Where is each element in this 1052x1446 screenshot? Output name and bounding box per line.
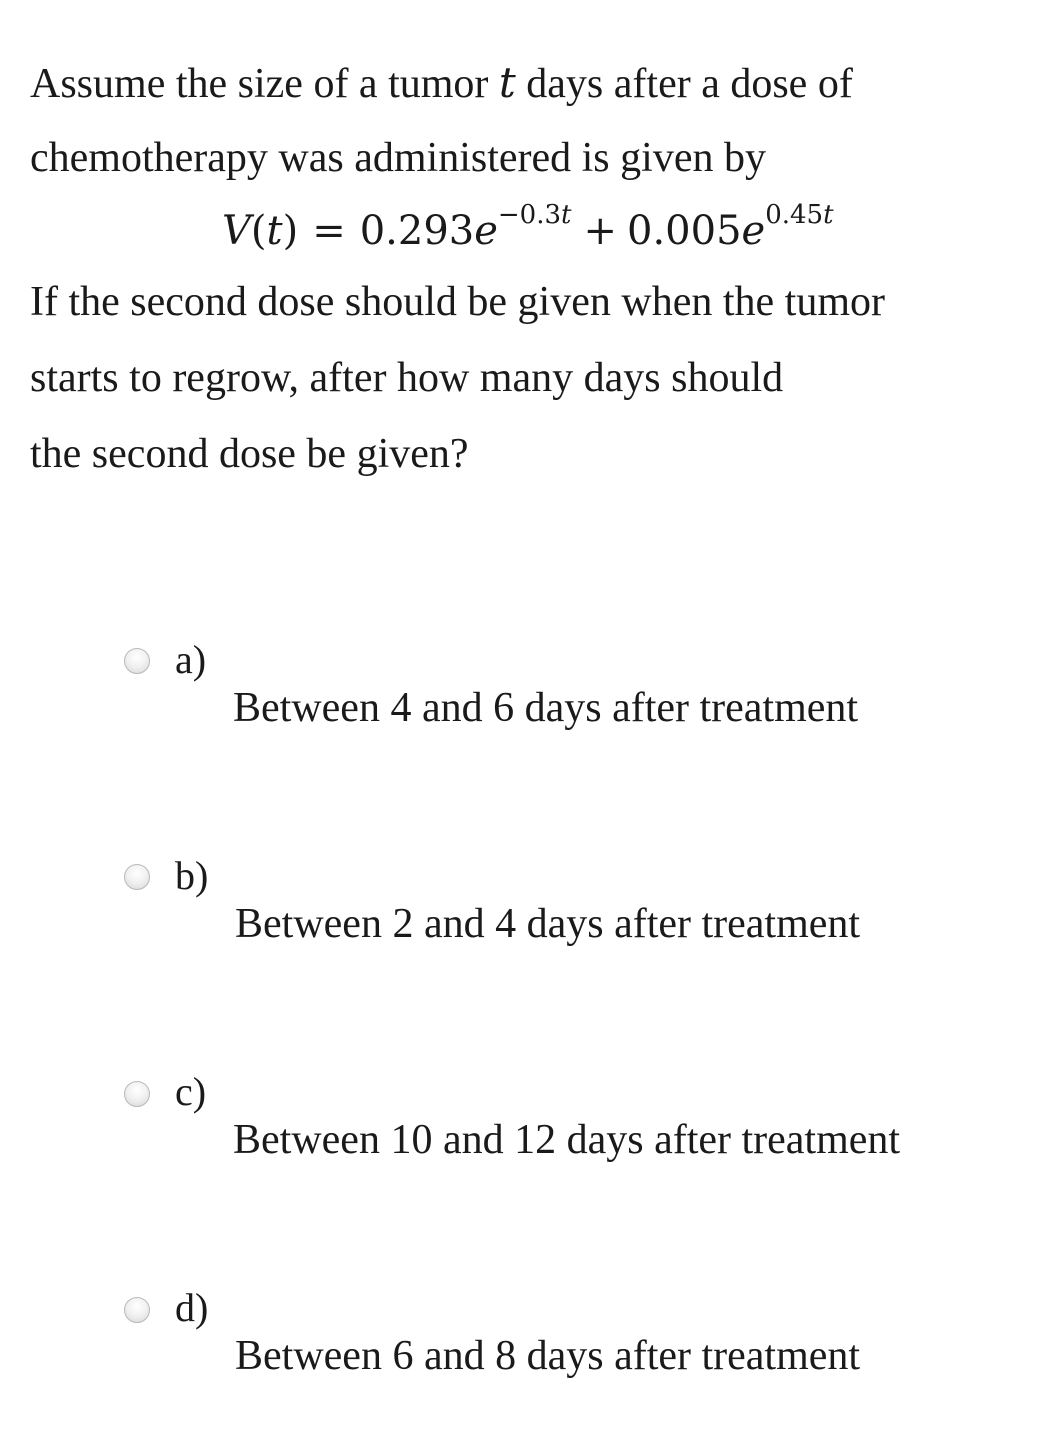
formula-function-v: V bbox=[222, 208, 251, 254]
option-letter-c: c) bbox=[175, 1069, 207, 1114]
formula-coef-1: 0.293 bbox=[359, 208, 475, 254]
variable-t: t bbox=[498, 58, 516, 107]
radio-button-a[interactable] bbox=[124, 648, 150, 674]
question-line-3: If the second dose should be given when the tumor bbox=[30, 279, 885, 325]
formula-exponent-1-num: −0.3 bbox=[497, 200, 562, 230]
answer-option-c[interactable] bbox=[0, 1064, 1052, 1184]
question-line-1-start: Assume the size of a tumor bbox=[30, 61, 499, 107]
option-text-b: Between 2 and 4 days after treatment bbox=[235, 901, 861, 947]
question-line-1 bbox=[30, 58, 853, 108]
formula-var-t: t bbox=[266, 208, 283, 254]
formula-exponent-2-var: t bbox=[823, 200, 834, 230]
formula-base-e-1: e bbox=[474, 208, 498, 254]
formula-base-e-2: e bbox=[741, 208, 766, 254]
question-line-4: starts to regrow, after how many days should bbox=[30, 355, 784, 401]
answer-option-d[interactable] bbox=[0, 1282, 1052, 1402]
option-letter-a: a) bbox=[175, 637, 207, 682]
answer-option-b[interactable] bbox=[0, 848, 1052, 968]
radio-button-d[interactable] bbox=[124, 1297, 150, 1323]
option-text-a: Between 4 and 6 days after treatment bbox=[233, 685, 859, 731]
formula-plus: + bbox=[583, 208, 617, 254]
formula-equals: = bbox=[312, 208, 346, 254]
formula-exponent-2 bbox=[765, 200, 833, 230]
option-text-d: Between 6 and 8 days after treatment bbox=[235, 1333, 861, 1379]
radio-button-c[interactable] bbox=[124, 1081, 150, 1107]
option-letter-b: b) bbox=[175, 853, 209, 898]
question-line-2: chemotherapy was administered is given by bbox=[30, 135, 766, 181]
answer-option-a[interactable] bbox=[0, 632, 1052, 752]
question-line-1-end: days after a dose of bbox=[515, 61, 853, 107]
formula-exponent-1 bbox=[498, 200, 572, 230]
formula-coef-2: 0.005 bbox=[627, 208, 742, 254]
question-line-5: the second dose be given? bbox=[30, 431, 469, 477]
formula-exponent-1-var: t bbox=[561, 200, 572, 230]
formula-exponent-2-num: 0.45 bbox=[765, 200, 824, 230]
option-text-c: Between 10 and 12 days after treatment bbox=[233, 1117, 901, 1163]
formula-open-paren: ( bbox=[250, 208, 267, 254]
formula-close-paren: ) bbox=[282, 208, 299, 254]
tumor-size-formula bbox=[222, 200, 834, 254]
radio-button-b[interactable] bbox=[124, 864, 150, 890]
option-letter-d: d) bbox=[175, 1285, 209, 1330]
